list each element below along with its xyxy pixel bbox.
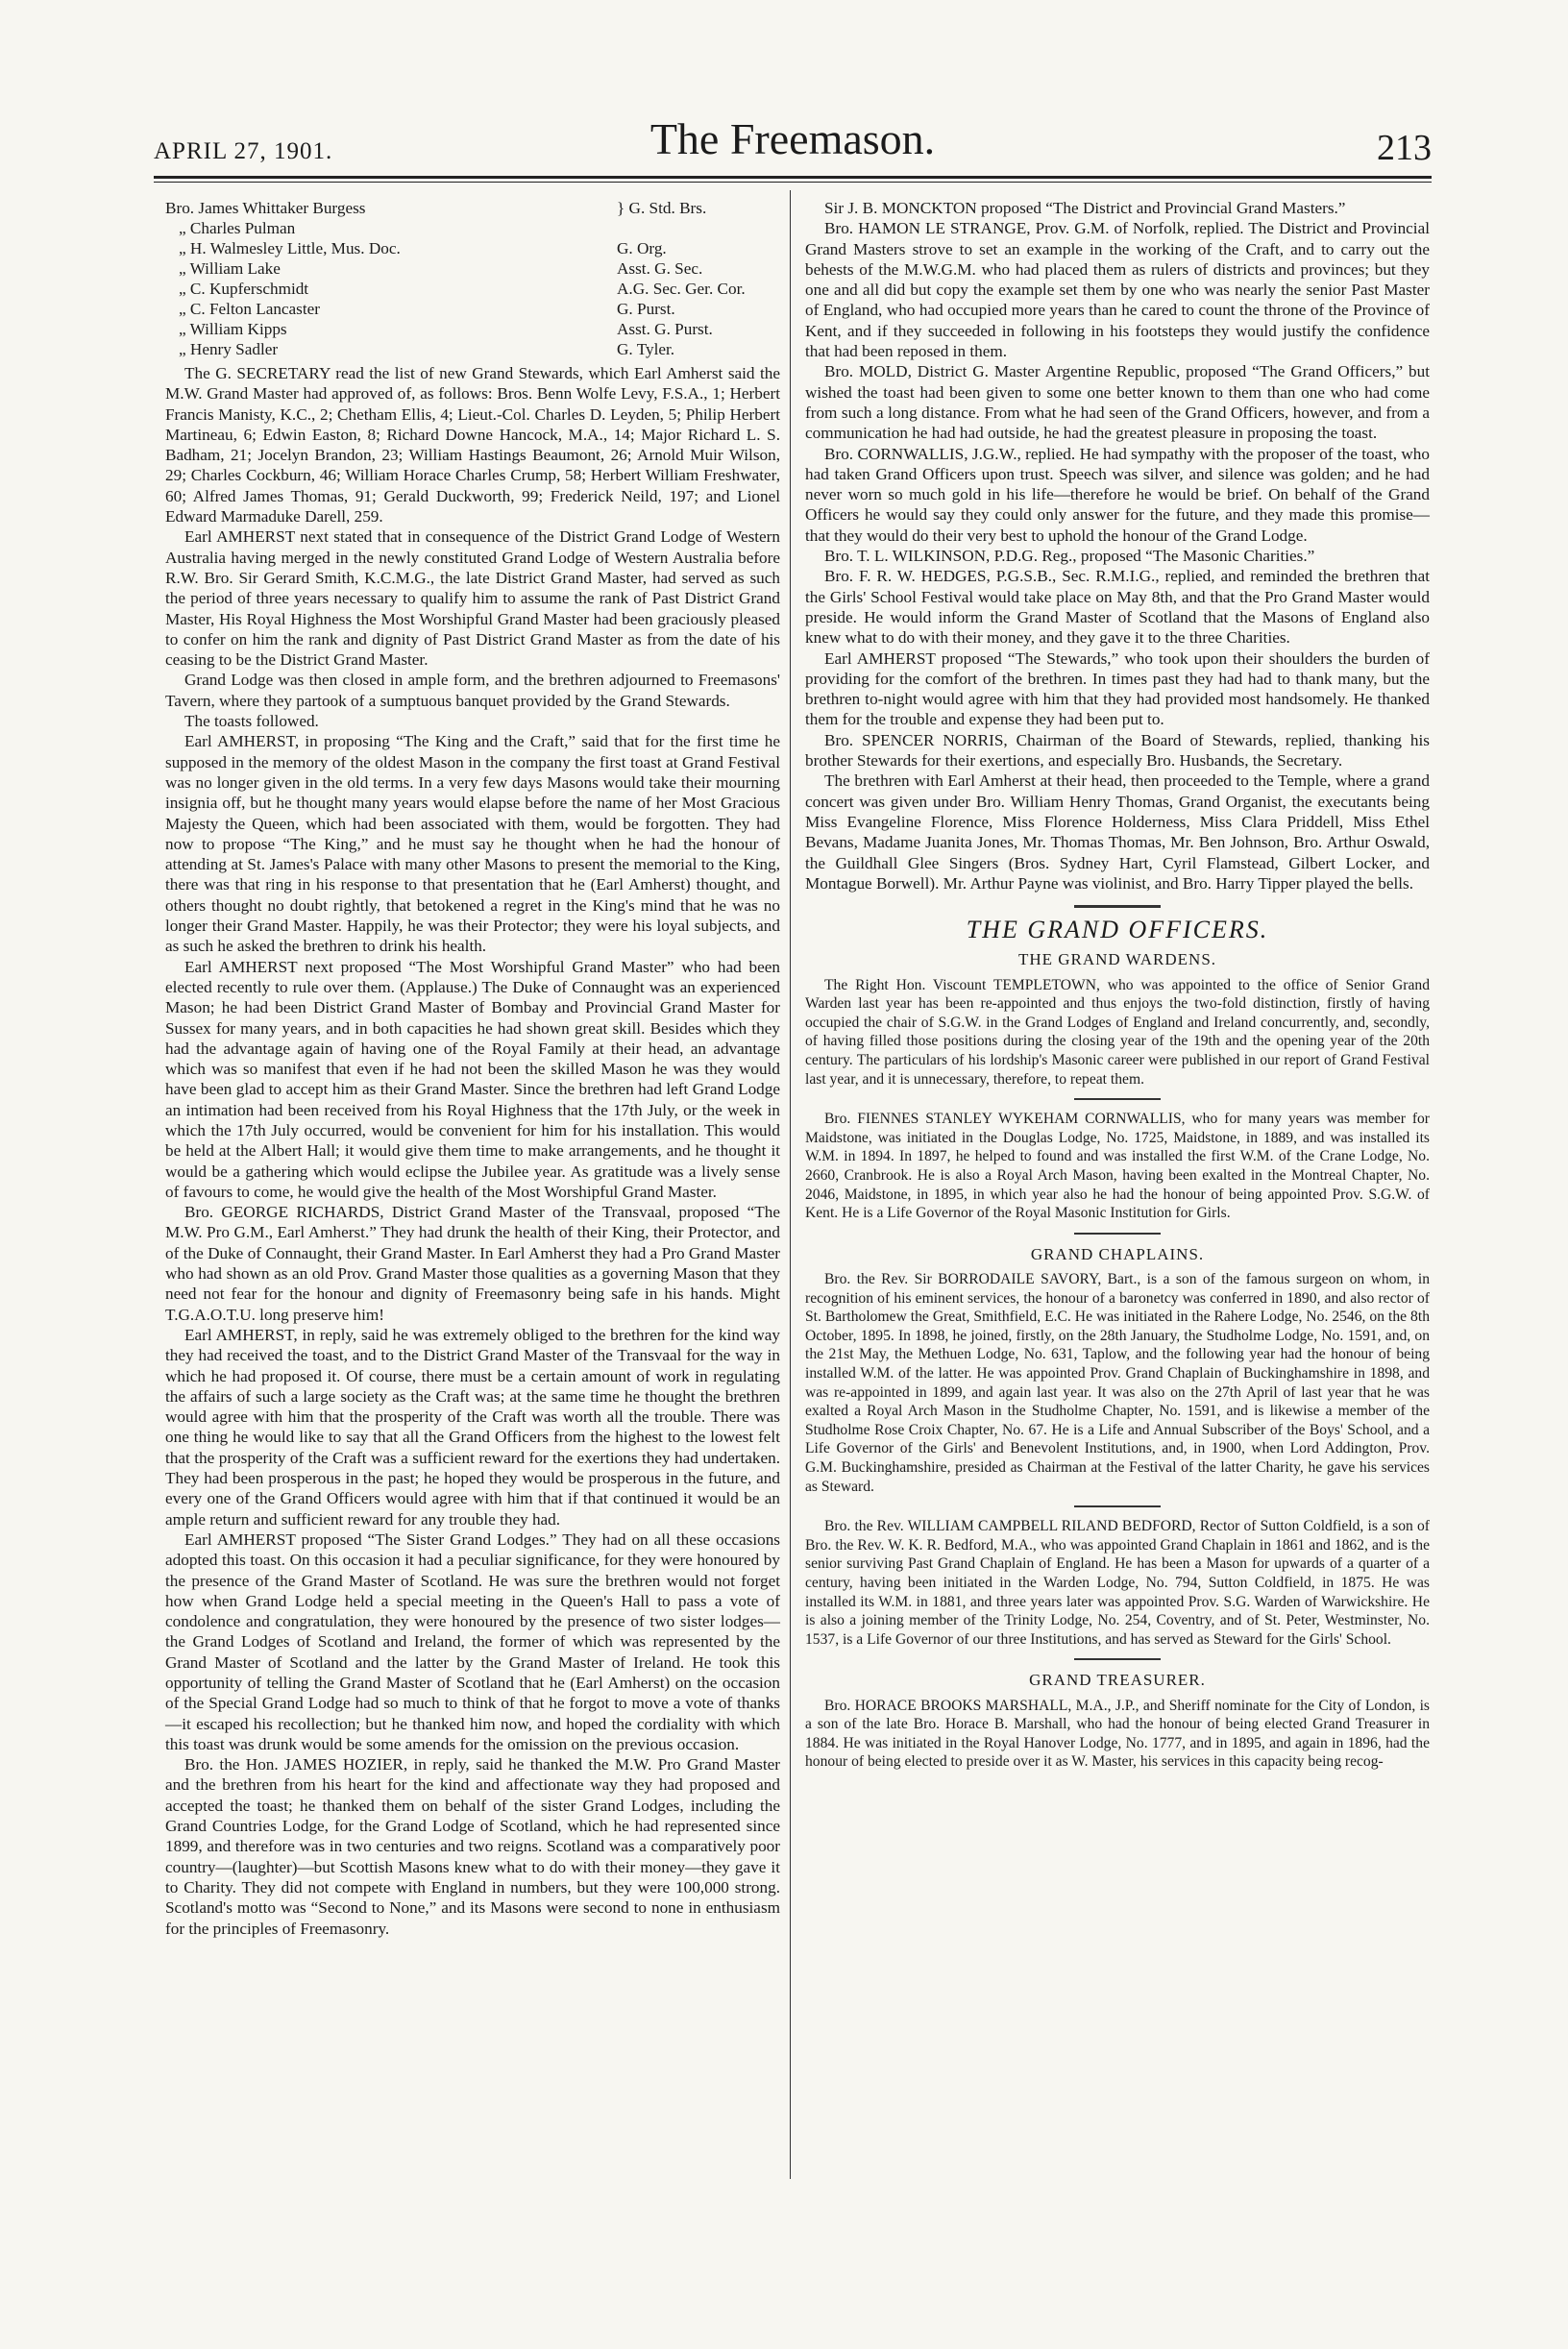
paragraph: The G. SECRETARY read the list of new Grand Stewards, which Earl Amherst said the M.W. Grand Master had approved of, as follows: Bros. Benn Wolfe Levy, F.S.A., 1; Herbert Francis Manisty, K.C., 2; Chetham Ellis, 4; Lieut.-Col. Charles D. Leyden, 5; Philip Herbert Martineau, 6; Edwin Easton, 8; Richard Downe Hancock, M.A., 14; Major Richard L. S. Badham, 21; Jocelyn Brandon, 23; William Hastings Beaumont, 26; Arnold Muir Wilson, 29; Charles Cockburn, 46; William Horace Charles Crump, 58; Herbert William Freshwater, 60; Alfred James Thomas, 91; Gerald Duckworth, 99; Frederick Neild, 197; and Lionel Edward Marmaduke Darell, 259.: [165, 364, 780, 526]
list-item: „ Charles Pulman: [179, 219, 296, 237]
paragraph: Bro. CORNWALLIS, J.G.W., replied. He had sympathy with the proposer of the toast, who had taken Grand Officers upon trust. Speech was silver, and silence was golden; and he had never worn so much gold in his life—therefore he would be brief. On behalf of the Grand Officers he would say they could only answer for the future, and they made this promise—that they would do their very best to uphold the honour of the Grand Lodge.: [805, 444, 1430, 545]
divider: [1074, 1233, 1161, 1235]
paragraph: The brethren with Earl Amherst at their head, then proceeded to the Temple, where a grand concert was given under Bro. William Henry Thomas, Grand Organist, the executants being Miss Evangeline Florence, Miss Florence Holderness, Miss Clara Priddell, Miss Ethel Bevans, Madame Juanita Jones, Mr. Thomas Thomas, Mr. Ben Johnson, Bro. Arthur Oswald, the Guildhall Glee Singers (Bros. Sydney Hart, Cyril Flamstead, Gilbert Locker, and Montague Borwell). Mr. Arthur Payne was violinist, and Bro. Harry Tipper played the bells.: [805, 771, 1430, 893]
list-item: „ C. Felton Lancaster G. Purst.: [179, 300, 675, 318]
section-rule: [1074, 905, 1161, 908]
paragraph: Grand Lodge was then closed in ample form, and the brethren adjourned to Freemasons' Tavern, where they partook of a sumptuous banquet provided by the Grand Stewards.: [165, 671, 780, 710]
divider: [1074, 1658, 1161, 1660]
list-item: Bro. James Whittaker Burgess } G. Std. Brs.: [165, 199, 707, 217]
column-divider: [790, 190, 791, 2179]
list-item: „ William Kipps Asst. G. Purst.: [179, 320, 713, 338]
list-item: „ C. Kupferschmidt A.G. Sec. Ger. Cor.: [179, 280, 746, 298]
paragraph: Bro. FIENNES STANLEY WYKEHAM CORNWALLIS, who for many years was member for Maidstone, was initiated in the Douglas Lodge, No. 1725, Maidstone, in 1889, and was installed its W.M. in 1894. In 1897, he helped to found and was installed the first W.M. of the Crane Lodge, No. 2660, Cranbrook. He is also a Royal Arch Mason, having been exalted in the Montreal Chapter, No. 2046, Maidstone, in 1895, in which year also he had the honour of being appointed Prov. S.G.W. of Kent. He is a Life Governor of the Royal Masonic Institution for Girls.: [805, 1111, 1430, 1222]
paragraph: The Right Hon. Viscount TEMPLETOWN, who was appointed to the office of Senior Grand Warden last year has been re-appointed and thus enjoys the two-fold distinction, firstly of having occupied the chair of S.G.W. in the Grand Lodges of England and Ireland concurrently, and, secondly, of having filled those positions during the closing year of the 19th and the opening year of the 20th century. The particulars of his lordship's Masonic career were published in our report of Grand Festival last year, and it is unnecessary, therefore, to repeat them.: [805, 976, 1430, 1088]
paragraph: Bro. the Hon. JAMES HOZIER, in reply, said he thanked the M.W. Pro Grand Master and the brethren from his heart for the kind and affectionate way they had proposed and accepted the toast; he thanked them on behalf of the sister Grand Lodges, including the Grand Countries Lodge, for the Grand Lodge of Scotland, which he had represented since 1899, and therefore was in two centuries and two reigns. Scotland was a comparatively poor country—(laughter)—but Scottish Masons knew what to do with their money—they gave it to Charity. They did not compete with England in numbers, but they were 100,000 strong. Scotland's motto was “Second to None,” and its Masons were second to none in enthusiasm for the principles of Freemasonry.: [165, 1755, 780, 1938]
subsection-heading: THE GRAND WARDENS.: [1017, 950, 1217, 969]
paragraph: Bro. HAMON LE STRANGE, Prov. G.M. of Norfolk, replied. The District and Provincial Grand Masters strove to set an example in the working of the Craft, and to carry out the behests of the M.W.G.M. who had placed them as rulers of districts and provinces; but they one and all did but copy the example set them by one who was nearly the senior Past Master of England, who had occupied more years than he cared to count the throne of the Province of Kent, and if they succeeded in following in his footsteps they would justify the confidence that had been reposed in them.: [805, 219, 1430, 361]
header-rule: [154, 176, 1432, 179]
divider: [1074, 1505, 1161, 1507]
paragraph: Bro. MOLD, District G. Master Argentine Republic, proposed “The Grand Officers,” but wished the toast had been given to some one better known to them than one who had come from such a long distance. From what he had seen of the Grand Officers, however, and from a communication he had had outside, he had the greatest pleasure in proposing the toast.: [805, 362, 1430, 443]
divider: [1074, 1098, 1161, 1100]
paragraph: Bro. SPENCER NORRIS, Chairman of the Board of Stewards, replied, thanking his brother Stewards for their exertions, and especially Bro. Husbands, the Secretary.: [805, 730, 1430, 771]
list-item: „ H. Walmesley Little, Mus. Doc. G. Org.: [179, 239, 667, 257]
paragraph: Earl AMHERST proposed “The Sister Grand Lodges.” They had on all these occasions adopted this toast. On this occasion it had a peculiar significance, for they were honoured by the presence of the Grand Master of Scotland. He was sure the brethren would not forget how when Grand Lodge held a special meeting in the Queen's Hall to pass a vote of condolence and congratulation, they were honoured by the presence of two sister lodges—the Grand Lodges of Scotland and Ireland, the former of which was represented by the Grand Master of Scotland and the latter by the Grand Master of Ireland. He took this opportunity of telling the Grand Master of Scotland that he (Earl Amherst) on the occasion of the Special Grand Lodge had so much to think of that he forgot to move a vote of thanks—it escaped his recollection; but he thanked him now, and hoped the cordiality with which this toast was drunk would be some amends for the omission on the previous occasion.: [165, 1529, 780, 1753]
header-rule-thin: [154, 182, 1432, 183]
issue-date: APRIL 27, 1901.: [154, 138, 333, 164]
masthead-title: The Freemason.: [649, 114, 936, 163]
section-title: THE GRAND OFFICERS.: [966, 916, 1269, 944]
paragraph: Earl AMHERST next proposed “The Most Worshipful Grand Master” who had been elected recently to rule over them. (Applause.) The Duke of Connaught was an experienced Mason; he had been District Grand Master of Bombay and Provincial Grand Master for Sussex for many years, and in both capacities he had shown great skill. Besides which they had the advantage again of having one of the Royal Family at their head, an advantage which was so manifest that even if he had not been the skilled Mason he was they would have been glad to accept him as their Grand Master. Since the brethren had left Grand Lodge an intimation had been received from his Royal Highness that the 17th July, or the week in which the 17th July occurred, would be convenient for him for his installation. This would be held at the Albert Hall; it would give them time to make arrangements, and he thought it would be a gathering which would eclipse the Jubilee year. As gratitude was a lively sense of favours to come, he would give the health of the Most Worshipful Grand Master.: [165, 957, 780, 1201]
left-column: [165, 198, 780, 1939]
grand-officers-list: [165, 198, 780, 359]
subsection-heading: GRAND CHAPLAINS.: [1030, 1244, 1205, 1263]
paragraph: Bro. GEORGE RICHARDS, District Grand Master of the Transvaal, proposed “The M.W. Pro G.M., Earl Amherst.” They had drunk the health of their King, their Protector, and of the Duke of Connaught, their Grand Master. In Earl Amherst they had a Pro Grand Master who had shown as an old Prov. Grand Master those qualities as a governing Mason that they need not fear for the honour and dignity of Freemasonry being safe in his hands. Might T.G.A.O.T.U. long preserve him!: [165, 1203, 780, 1324]
page-number: 213: [1377, 128, 1432, 168]
paragraph: The toasts followed.: [184, 712, 319, 731]
paragraph: Bro. the Rev. WILLIAM CAMPBELL RILAND BEDFORD, Rector of Sutton Coldfield, is a son of Bro. the Rev. W. K. R. Bedford, M.A., who was appointed Grand Chaplain in 1861 and 1862, and is the senior surviving Past Grand Chaplain of England. He has been a Mason for upwards of a quarter of a century, having been initiated in the Warden Lodge, No. 794, Sutton Coldfield, in 1875. He was installed its W.M. in 1881, and three years later was appointed Prov. S.G. Warden of Warwickshire. He is also a joining member of the Trinity Lodge, No. 254, Coventry, and of St. Peter, Westminster, No. 1537, is a Life Governor of our three Institutions, and has served as Steward for the Girls' School.: [805, 1518, 1430, 1648]
paragraph: Sir J. B. MONCKTON proposed “The District and Provincial Grand Masters.”: [824, 199, 1346, 217]
list-item: „ Henry Sadler G. Tyler.: [179, 340, 675, 358]
right-column: [805, 198, 1430, 1772]
page-header: [154, 113, 1432, 171]
paragraph: Bro. HORACE BROOKS MARSHALL, M.A., J.P., and Sheriff nominate for the City of London, is a son of the late Bro. Horace B. Marshall, who had the honour of being elected Grand Treasurer in 1884. He was initiated in the Royal Hanover Lodge, No. 1777, and in 1895, and again in 1896, had the honour of being elected to preside over it as W. Master, his services in this capacity being recog-: [805, 1697, 1430, 1771]
paragraph: Bro. the Rev. Sir BORRODAILE SAVORY, Bart., is a son of the famous surgeon on whom, in recognition of his eminent services, the honour of a baronetcy was conferred in 1890, and also rector of St. Bartholomew the Great, Smithfield, E.C. He was initiated in the Rahere Lodge, No. 2546, on the 8th October, 1895. In 1898, he joined, firstly, on the 28th January, the Studholme Lodge, No. 1591, and, on the 21st May, the Methuen Lodge, No. 631, Taplow, and the following year had the honour of being installed W.M. of the latter. He was appointed Prov. Grand Chaplain of Buckinghamshire in 1898, and was re-appointed in 1899, and again last year. It was also on the 27th April of last year that he was exalted a Royal Arch Mason in the Studholme Chapter, No. 1591, and is likewise a member of the Studholme Rose Croix Chapter, No. 67. He is a Life and Annual Subscriber of the Boys' School, and a Life Governor of the Girls' and Benevolent Institutions, and, in 1900, when Lord Addington, Prov. G.M. Buckinghamshire, presided as Chairman at the Festival of the latter Charity, he gave his services as Steward.: [805, 1271, 1430, 1495]
paragraph: Earl AMHERST next stated that in consequence of the District Grand Lodge of Western Australia having merged in the newly constituted Grand Lodge of Western Australia before R.W. Bro. Sir Gerard Smith, K.C.M.G., the late District Grand Master, had served as such the period of three years necessary to qualify him to assume the rank of Past District Grand Master, His Royal Highness the Most Worshipful Grand Master had been graciously pleased to confer on him the rank and dignity of Past District Grand Master as from the date of his ceasing to be the District Grand Master.: [165, 527, 780, 670]
paragraph: Bro. T. L. WILKINSON, P.D.G. Reg., proposed “The Masonic Charities.”: [824, 547, 1315, 566]
list-item: „ William Lake Asst. G. Sec.: [179, 259, 703, 278]
paragraph: Earl AMHERST proposed “The Stewards,” who took upon their shoulders the burden of providing for the comfort of the brethren. In times past they had had to thank many, but the brethren to-night would agree with him that they had provided most handsomely. He thanked them for the trouble and expense they had been put to.: [805, 648, 1430, 729]
paragraph: Bro. F. R. W. HEDGES, P.G.S.B., Sec. R.M.I.G., replied, and reminded the brethren that the Girls' School Festival would take place on May 8th, and that the Pro Grand Master would preside. He would inform the Grand Master of Scotland that the Masons of England also knew what to do with their money, and they gave it to the three Charities.: [805, 567, 1430, 648]
subsection-heading: GRAND TREASURER.: [1029, 1671, 1206, 1690]
paragraph: Earl AMHERST, in proposing “The King and the Craft,” said that for the first time he supposed in the memory of the oldest Mason in the company the first toast at Grand Festival was no longer given in the old terms. In a very few days Masons would take their mourning insignia off, but he thought many years would elapse before the name of her Most Gracious Majesty the Queen, which had been associated with them, would be forgotten. They had now to propose “The King,” and he must say he thought when he had the honour of attending at St. James's Palace with many other Masons to present the memorial to the King, there was that ring in his response to that presentation that he (Earl Amherst) thought, and others thought no doubt rightly, that betokened a regret in the King's mind that he was no longer their Grand Master. Happily, he was their Protector; they were his loyal subjects, and as such he asked the brethren to drink his health.: [165, 732, 780, 956]
paragraph: Earl AMHERST, in reply, said he was extremely obliged to the brethren for the kind way they had received the toast, and to the District Grand Master of the Transvaal for the way in which he had proposed it. Of course, there must be a certain amount of work in regulating the affairs of such a large society as the Craft was; at the same time he thought the brethren would agree with him that the prosperity of the Craft was worth all the trouble. There was one thing he would like to say that all the Grand Officers from the highest to the lowest felt that the prosperity of the Craft was a sufficient reward for the exertions they had undertaken. They had been prosperous in the past; he hoped they would be prosperous in the future, and every one of the Grand Officers would agree with him that if that continued it would be an ample return and sufficient reward for any trouble they had.: [165, 1325, 780, 1529]
